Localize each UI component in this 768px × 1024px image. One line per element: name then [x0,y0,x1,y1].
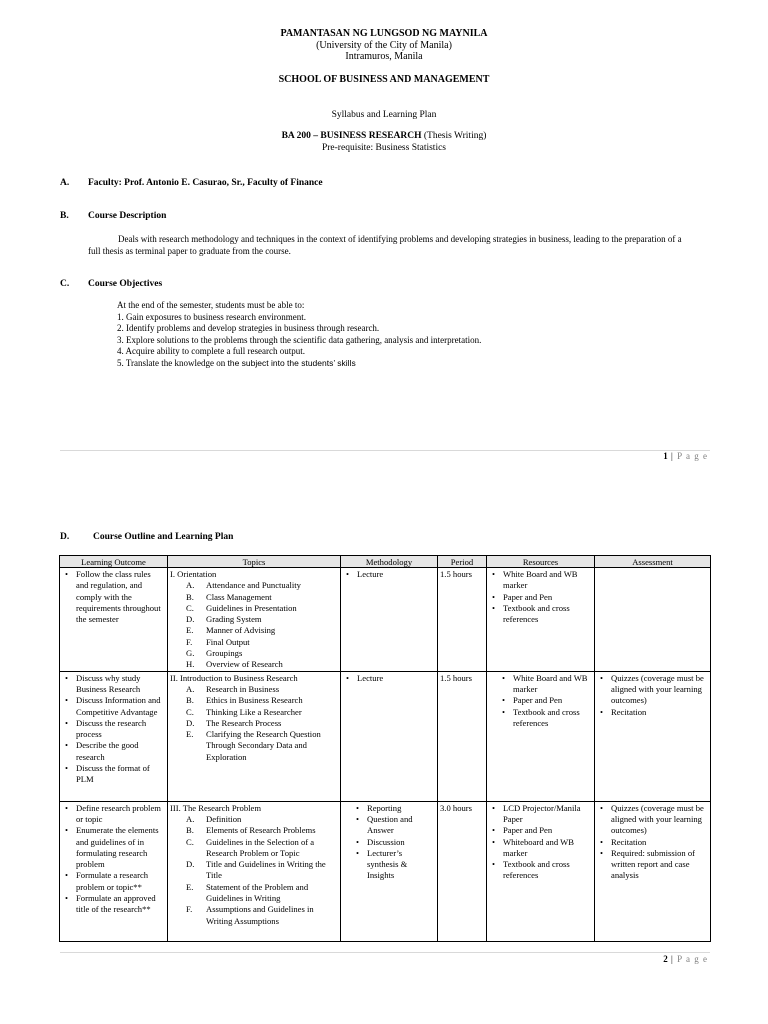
list-item: • Reporting [343,803,435,814]
learning-outcome-cell [60,568,168,672]
list-item: H. Overview of Research [186,659,283,670]
topic-title: II. Introduction to Business Research [170,672,298,683]
list-item: • Quizzes (coverage must be aligned with your learning outcomes) [597,803,708,837]
list-item: C. Guidelines in Presentation [186,602,297,613]
topic-title: I. Orientation [170,569,217,579]
list-item: D. Title and Guidelines in Writing the Title [186,859,326,881]
section-b-letter: B. [60,211,69,221]
learning-plan-table [59,555,711,942]
objective-item-emphasis: the subject into the students’ skills [227,357,356,368]
page-2-footer-rule [60,952,710,953]
objective-item: 4. Acquire ability to complete a full research output. [117,346,305,356]
list-item: E. Manner of Advising [186,625,276,636]
course-title-suffix: (Thesis Writing) [423,131,487,141]
list-item: • Paper and Pen [489,592,592,603]
list-item: F. Assumptions and Guidelines in Writing Assumptions [186,904,314,926]
university-location: Intramuros, Manila [345,51,423,62]
list-item: F. Final Output [186,636,250,647]
resources-cell [487,671,595,801]
list-item: • Describe the good research [62,740,165,763]
university-header [0,28,768,63]
page-1-number [663,451,708,461]
list-item: • Lecture [343,673,435,684]
objectives-list [117,312,677,370]
list-item: D. The Research Process [186,717,282,728]
list-item: • Recitation [597,707,708,718]
list-item: A. Definition [186,813,242,824]
faculty-line: Faculty: Prof. Antonio E. Casurao, Sr., Faculty of Finance [88,178,323,188]
learning-outcome-cell [60,671,168,801]
list-item: • Discuss the format of PLM [62,763,165,786]
list-item: • Lecture [343,569,435,580]
section-d-letter: D. [60,532,70,542]
objective-item: 3. Explore solutions to the problems through the scientific data gathering, analysis and interpretation. [117,334,482,345]
list-item: • Enumerate the elements and guidelines of in formulating research problem [62,825,165,870]
course-objectives-heading: Course Objectives [88,279,163,289]
list-item: • Lecturer’s synthesis & Insights [343,848,435,882]
list-item: B. Elements of Research Problems [186,825,316,836]
topics-cell [168,801,341,941]
assessment-cell [595,568,711,672]
assessment-cell [595,801,711,941]
list-item: • White Board and WB marker [489,673,592,696]
page-1-footer-rule [60,450,710,451]
header-resources: Resources [487,556,595,568]
course-description-text: Deals with research methodology and techniques in the context of identifying problems and developing strategies in business, leading to the preparation of a full thesis as terminal paper to graduate from the course. [88,234,682,256]
methodology-cell [341,801,438,941]
header-assessment: Assessment [595,556,711,568]
list-item: • Question and Answer [343,814,435,837]
resources-cell [487,801,595,941]
learning-outcome-cell [60,801,168,941]
university-english-name: (University of the City of Manila) [316,39,452,51]
page-label: P a g e [677,451,708,461]
list-item: C. Thinking Like a Researcher [186,706,302,717]
page-2 [0,472,768,1024]
list-item: • Discussion [343,837,435,848]
list-item: • Define research problem or topic [62,803,165,826]
list-item: C. Guidelines in the Selection of a Research Problem or Topic [186,836,315,858]
page-2-number-value: 2 [663,954,668,964]
list-item: B. Ethics in Business Research [186,695,303,706]
period-cell: 1.5 hours [438,568,487,672]
list-item: • Discuss why study Business Research [62,673,165,696]
list-item: • Whiteboard and WB marker [489,837,592,860]
period-cell: 3.0 hours [438,801,487,941]
methodology-cell [341,568,438,672]
topic-title: III. The Research Problem [170,802,261,813]
table-row [60,671,711,801]
list-item: G. Groupings [186,648,243,659]
list-item: • Textbook and cross references [489,603,592,626]
page-separator: | [667,954,678,964]
header-learning-outcome: Learning Outcome [60,556,168,568]
list-item: • Recitation [597,837,708,848]
period-cell: 1.5 hours [438,671,487,801]
list-item: • White Board and WB marker [489,569,592,592]
course-heading [0,130,768,154]
table-row [60,801,711,941]
methodology-cell [341,671,438,801]
objective-item [117,358,677,370]
university-name: PAMANTASAN NG LUNGSOD NG MAYNILA [280,28,488,39]
list-item: • LCD Projector/Manila Paper [489,803,592,826]
school-name: SCHOOL OF BUSINESS AND MANAGEMENT [278,74,490,85]
section-c-letter: C. [60,279,70,289]
list-item: • Formulate an approved title of the research** [62,893,165,916]
list-item: A. Attendance and Punctuality [186,580,301,591]
header-topics: Topics [168,556,341,568]
course-description-heading: Course Description [88,211,167,221]
resources-cell [487,568,595,672]
objective-item: 1. Gain exposures to business research environment. [117,311,306,322]
page-1-number-value: 1 [663,451,668,461]
course-outline-heading: Course Outline and Learning Plan [93,532,234,542]
list-item: • Textbook and cross references [489,859,592,882]
objective-item-text: 5. Translate the knowledge on [117,357,228,368]
objectives-intro: At the end of the semester, students must be able to: [117,300,305,310]
document-type: Syllabus and Learning Plan [331,110,437,120]
list-item: • Paper and Pen [489,825,592,836]
course-title: BA 200 – BUSINESS RESEARCH [281,131,422,141]
list-item: • Textbook and cross references [489,707,592,730]
page-2-number [663,954,708,964]
header-methodology: Methodology [341,556,438,568]
assessment-cell [595,671,711,801]
list-item: • Discuss Information and Competitive Advantage [62,695,165,718]
page-label: P a g e [677,954,708,964]
list-item: E. Statement of the Problem and Guidelines in Writing [186,881,309,904]
page-separator: | [667,451,678,461]
list-item: • Quizzes (coverage must be aligned with your learning outcomes) [597,673,708,707]
list-item: • Formulate a research problem or topic** [62,870,165,893]
topics-cell [168,568,341,672]
page-1 [0,0,768,470]
list-item: D. Grading System [186,614,262,625]
list-item: • Required: submission of written report and case analysis [597,848,708,882]
table-row [60,568,711,672]
list-item: E. Clarifying the Research Question Through Secondary Data and Exploration [186,729,321,762]
topics-cell [168,671,341,801]
list-item: A. Research in Business [186,683,280,694]
course-title-line [0,130,768,142]
list-item: B. Class Management [186,591,272,602]
section-a-letter: A. [60,178,70,188]
list-item: • Follow the class rules and regulation, and comply with the requirements throughout the semester [62,569,165,625]
list-item: • Discuss the research process [62,718,165,741]
header-period: Period [438,556,487,568]
list-item: • Paper and Pen [489,695,592,706]
objective-item: 2. Identify problems and develop strategies in business through research. [117,323,380,333]
course-prerequisite: Pre-requisite: Business Statistics [321,143,447,153]
course-objectives [117,300,677,369]
table-header-row [60,556,711,568]
